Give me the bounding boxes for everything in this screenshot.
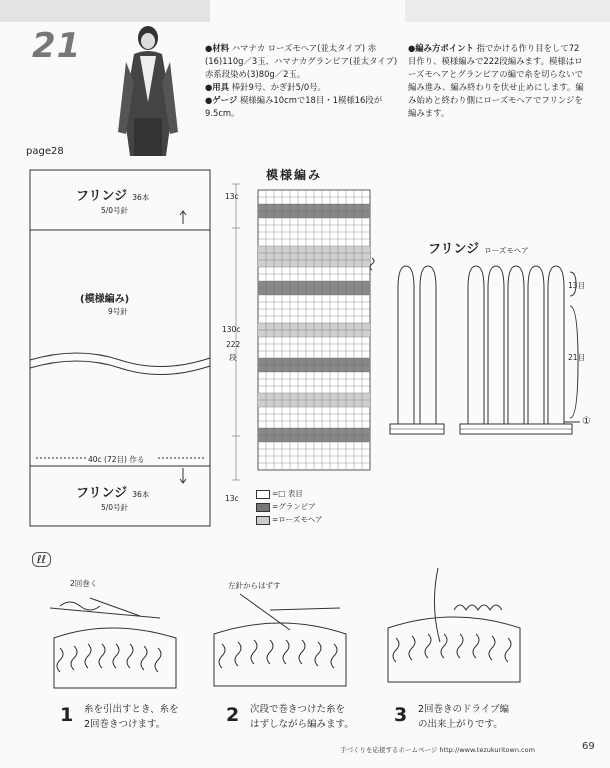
gauge-text: 模様編み10cmで18目・1模様16段が9.5cm。 <box>205 95 383 118</box>
step3-caption <box>418 702 509 732</box>
fringe-top-hook: 5/0号針 <box>101 206 129 215</box>
fringe-bottom-count: 36本 <box>132 490 150 499</box>
model-photo <box>112 22 184 158</box>
fringe-len-main: 21目 <box>568 353 586 362</box>
step1-caption-line1: 糸を引出すとき、糸を <box>84 704 179 715</box>
step1-caption <box>84 702 179 732</box>
chart-dim-bottom: 13c <box>225 494 239 503</box>
step2-illustration <box>210 590 350 692</box>
step1-caption-line2: 2回巻きつけます。 <box>84 719 166 730</box>
notes-text: 指でかける作り目をして72目作り、模様編みで222段編みます。模様はローズモヘアとグランピアの編で糸を切らないで編み進み、編み終わりを伏せ止めにします。編み始めと終わり側にローズモヘアでフリンジを編みます。 <box>408 43 584 118</box>
stitch-chart <box>222 180 382 486</box>
notes-block <box>408 42 586 120</box>
step3-caption-line2: の出来上がりです。 <box>418 719 503 730</box>
stole-schematic <box>28 168 214 530</box>
step2-caption-line1: 次段で巻きつけた糸を <box>250 704 346 715</box>
footer-text: 手づくりを応援するホームページ http://www.tezukuritown.com <box>340 746 535 754</box>
materials-label: ●材料 <box>205 43 230 53</box>
step1-illustration <box>50 588 180 692</box>
notes-label: ●編み方ポイント <box>408 43 474 53</box>
body-needle: 9号針 <box>108 307 128 316</box>
fringe-bottom-label: フリンジ <box>76 486 128 501</box>
legend-item-mohair <box>256 513 323 526</box>
chart-dim-mid: 130c <box>222 325 241 334</box>
fringe-top-count: 36本 <box>132 193 150 202</box>
chart-title: 模様編み <box>266 168 323 182</box>
fringe-top-label-group <box>76 185 149 204</box>
fringe-bottom-hook: 5/0号針 <box>101 503 129 512</box>
step1-number: 1 <box>60 704 74 726</box>
fringe-detail-title: フリンジ <box>428 242 480 257</box>
fringe-len-top: 13目 <box>568 281 586 290</box>
chart-dim-unit: 段 <box>229 353 237 362</box>
fringe-bottom-label-group <box>76 482 149 501</box>
legend-mohair: =ローズモヘア <box>272 515 323 524</box>
step2-caption <box>250 702 354 732</box>
legend-swatch-knit <box>256 490 270 499</box>
tools-label: ●用具 <box>205 82 230 92</box>
step3-illustration <box>384 566 524 688</box>
chart-dim-top: 13c <box>225 192 239 201</box>
gauge-label: ●ゲージ <box>205 95 238 105</box>
legend-swatch-granpia <box>256 503 270 512</box>
body-label: (模様編み) <box>80 294 130 305</box>
step3-caption-line1: 2回巻きのドライブ編 <box>418 704 509 715</box>
tools-text: 棒針9号、かぎ針5/0号。 <box>231 82 326 92</box>
legend-item-granpia <box>256 500 323 513</box>
fringe-detail-title-group <box>428 238 529 257</box>
legend-item-knit <box>256 487 323 500</box>
fringe-detail-diagram <box>384 258 590 442</box>
header-band-right <box>405 0 610 22</box>
step2-number: 2 <box>226 704 240 726</box>
specs-block <box>205 42 405 120</box>
page-number: 69 <box>582 741 595 752</box>
step3-number: 3 <box>394 704 408 726</box>
chart-dim-rows: 222 <box>226 340 241 349</box>
legend-knit: =□ 表目 <box>272 489 303 498</box>
fringe-callout: ① <box>582 416 591 427</box>
header-band <box>0 0 210 22</box>
chart-legend <box>256 487 323 526</box>
step2-note: 左針からはずす <box>228 581 281 590</box>
materials-text: ハマナカ ローズモヘア(並太タイプ) 赤(16)110g／3玉、ハマナカグランピア(並太タイプ) 赤系段染め(3)80g／2玉。 <box>205 43 398 79</box>
legend-granpia: =グランピア <box>272 502 316 511</box>
step2-caption-line2: はずしながら編みます。 <box>250 719 354 730</box>
legend-swatch-mohair <box>256 516 270 525</box>
width-label: 40c (72目) 作る <box>88 455 145 464</box>
page-reference: page28 <box>26 146 64 157</box>
pattern-number: 21 <box>32 26 82 66</box>
step1-note: 2回巻く <box>70 579 98 588</box>
fringe-top-label: フリンジ <box>76 189 128 204</box>
fringe-detail-yarn: ローズモヘア <box>484 246 529 255</box>
drive-stitch-symbol: ℓℓ <box>32 552 51 567</box>
